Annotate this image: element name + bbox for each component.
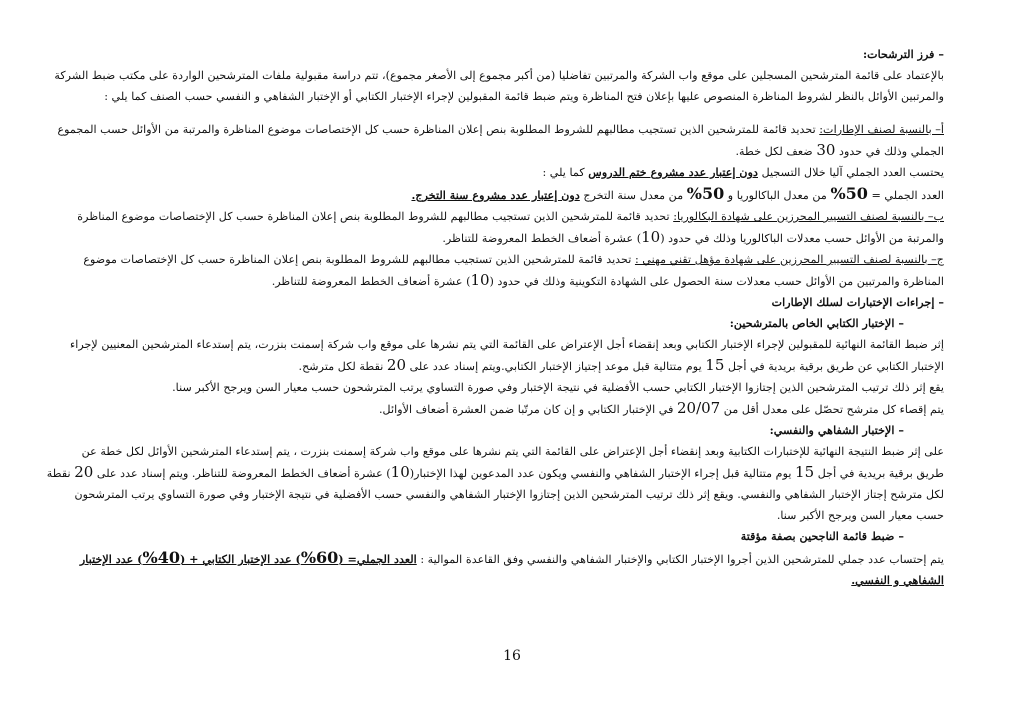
- written-min-score: 20/07: [677, 399, 721, 417]
- final-line-2: الشفاهي و النفسي.: [851, 573, 944, 587]
- oral-line-2: [46, 462, 944, 484]
- section-a-text: تحديد قائمة للمترشحين الذين تستجيب مطالبهم للشروط المطلوبة بنص إعلان المناظرة حسب كل الإختصاصات موضوع المناظرة والمرتبة من الأوائل حسب المجموع: [57, 123, 816, 136]
- oral-line-2-post: نقطة: [46, 467, 71, 480]
- intro-line-2: والمرتبين الأوائل بالنظر لشروط المناظرة المنصوص عليها بإعلان فتح المناظرة ويتم ضبط قائمة المقبولين لإجراء الإختبار الكتابي أو الإختبار الشفاهي و النفسي حسب الصنف كما يلي :: [104, 90, 944, 103]
- oral-exam-heading: – الإختبار الشفاهي والنفسي:: [769, 423, 904, 437]
- written-line-3: يقع إثر ذلك ترتيب المترشحين الذين إجتازوا الإختبار الكتابي حسب الأفضلية في نتيجة الإختبار وفي صورة التساوي يرتب المترشحون حسب معيار السن ويرجح الأكبر سنا.: [172, 381, 944, 394]
- section-a-line-2: [88, 140, 944, 162]
- calc-bold: دون إعتبار عدد مشروع ختم الدروس: [588, 165, 758, 179]
- written-line-4-pre: يتم إقصاء كل مترشح تحصّل على معدل أقل من: [723, 403, 944, 416]
- section-c-label: ج– بالنسبة لصنف التسيير المحرزين على شهادة مؤهل تقني مهني :: [634, 253, 944, 266]
- section-c-text: تحديد قائمة للمترشحين الذين تستجيب مطالبهم للشروط المطلوبة بنص إعلان المناظرة حسب كل الإختصاصات موضوع: [83, 253, 632, 266]
- written-line-4: [88, 398, 944, 420]
- section-b-line-1: [77, 206, 944, 227]
- section-c-line-2-post: ) عشرة أضعاف الخطط المعروضة للتناظر.: [271, 275, 471, 288]
- section-a-line-2-pre: الجملي وذلك في حدود: [839, 145, 944, 158]
- final-formula: [79, 548, 417, 567]
- written-days-number: 15: [705, 356, 725, 374]
- oral-invite-number: 10: [390, 463, 410, 481]
- section-b-label: ب– بالنسبة لصنف التسيير المحرزين على شهادة البكالوريا:: [673, 210, 944, 223]
- written-score-number: 20: [386, 356, 407, 374]
- page-number: 16: [503, 648, 521, 664]
- section-c-line-1: [83, 249, 944, 270]
- formula-percent-2: 50%: [686, 184, 725, 203]
- formula-bold: دون إعتبار عدد مشروع سنة التخرج.: [411, 188, 580, 202]
- final-percent-oral: 40%: [142, 548, 180, 567]
- written-line-2-post: نقطة لكل مترشح.: [298, 360, 384, 373]
- section-b-line-2-post: ) عشرة أضعاف الخطط المعروضة للتناظر.: [442, 232, 642, 245]
- formula-line: [88, 183, 944, 206]
- written-line-1: إثر ضبط القائمة النهائية للمقبولين لإجراء الإختبار الكتابي وبعد إنقضاء أجل الإعتراض على القائمة التي يتم نشرها على موقع واب شركة إسمنت بنزرت، يتم إستدعاء المترشحين المعنيين لإجراء: [69, 338, 944, 351]
- final-formula-part-1: العدد الجملي= (: [338, 552, 417, 566]
- oral-line-4: حسب معيار السن ويرجح الأكبر سنا.: [776, 509, 944, 522]
- section-a-line-2-post: ضعف لكل خطة.: [735, 145, 813, 158]
- formula-mid-2: من معدل سنة التخرج: [583, 189, 684, 202]
- procedures-heading: – إجراءات الإختبارات لسلك الإطارات: [771, 295, 944, 309]
- written-line-2: [88, 355, 944, 377]
- section-a-line-1: [57, 119, 944, 140]
- final-line-1: [79, 547, 944, 570]
- written-line-2-pre: الإختبار الكتابي عن طريق برقية بريدية في أجل: [727, 360, 944, 373]
- formula-percent-1: 50%: [830, 184, 868, 203]
- formula-pre: العدد الجملي =: [871, 189, 944, 202]
- calc-post: كما يلي :: [542, 166, 585, 179]
- final-formula-part-2: ) عدد الإختبار الكتابي + (: [179, 552, 301, 566]
- oral-line-3: لكل مترشح إجتاز الإختبار الشفاهي والنفسي. ويقع إثر ذلك ترتيب المترشحين الذين إجتازوا الإختبار الشفاهي والنفسي حسب الأفضلية في نتيجة الإختبار وفي صورة التساوي يرتب المترشحون: [74, 488, 944, 501]
- calc-line: [88, 162, 944, 183]
- section-c-line-2: [88, 270, 944, 292]
- section-b-text: تحديد قائمة للمترشحين الذين تستجيب مطالبهم للشروط المطلوبة بنص إعلان المناظرة حسب كل الإختصاصات موضوع المناظرة: [77, 210, 670, 223]
- oral-line-1: على إثر ضبط النتيجة النهائية للإختبارات الكتابية وبعد إنقضاء أجل الإعتراض على القائمة التي يتم نشرها على موقع واب شركة إسمنت بنزرت ، يتم إستدعاء المترشحين الأوائل لكل خطة عن: [81, 445, 944, 458]
- section-a-label: أ– بالنسبة لصنف الإطارات:: [819, 123, 944, 136]
- oral-line-2-mid-2: ) عشرة أضعاف الخطط المعروضة للتناظر. ويتم إسناد عدد على: [96, 467, 391, 480]
- section-a-number: 30: [816, 141, 836, 159]
- written-line-2-mid: يوم متتالية قبل موعد إجتياز الإختبار الكتابي.ويتم إسناد عدد على: [409, 360, 702, 373]
- final-percent-written: 60%: [300, 548, 339, 567]
- final-line-1-pre: يتم إحتساب عدد جملي للمترشحين الذين أجروا الإختبار الكتابي والإختبار الشفاهي والنفسي وفق القاعدة الموالية :: [420, 553, 944, 566]
- oral-line-2-mid: يوم متتالية قبل إجراء الإختبار الشفاهي والنفسي ويكون عدد المدعوين لهذا الإختبار(: [409, 467, 792, 480]
- sorting-heading: – فرز الترشحات:: [862, 47, 944, 61]
- oral-line-2-pre: طريق برقية بريدية في أجل: [817, 467, 944, 480]
- calc-pre: يحتسب العدد الجملي آليا خلال التسجيل: [761, 166, 944, 179]
- oral-score-number: 20: [74, 463, 94, 481]
- formula-mid-1: من معدل الباكالوريا و: [727, 189, 827, 202]
- section-b-number: 10: [641, 228, 661, 246]
- section-c-line-2-pre: المناظرة والمرتبين من الأوائل حسب معدلات سنة الحصول على الشهادة التكوينية وذلك في حدود (: [489, 275, 944, 288]
- final-formula-part-3: ) عدد الإختبار: [79, 552, 143, 566]
- intro-line-1: بالإعتماد على قائمة المترشحين المسجلين على موقع واب الشركة والمرتبين تفاضليا (من أكبر مجموع إلى الأصغر مجموع)، تتم دراسة مقبولية ملفات المترشحين الواردة على مكتب ضبط الشركة: [54, 69, 944, 82]
- section-b-line-2-pre: والمرتبة من الأوائل حسب معدلات الباكالوريا وذلك في حدود (: [660, 232, 944, 245]
- section-b-line-2: [88, 227, 944, 249]
- section-c-number: 10: [470, 271, 490, 289]
- written-exam-heading: – الإختبار الكتابي الخاص بالمترشحين:: [729, 316, 904, 330]
- written-line-4-post: في الإختبار الكتابي و إن كان مرتّبا ضمن العشرة أضعاف الأوائل.: [379, 403, 674, 416]
- final-list-heading: – ضبط قائمة الناجحين بصفة مؤقتة: [740, 529, 904, 543]
- oral-days-number: 15: [795, 463, 815, 481]
